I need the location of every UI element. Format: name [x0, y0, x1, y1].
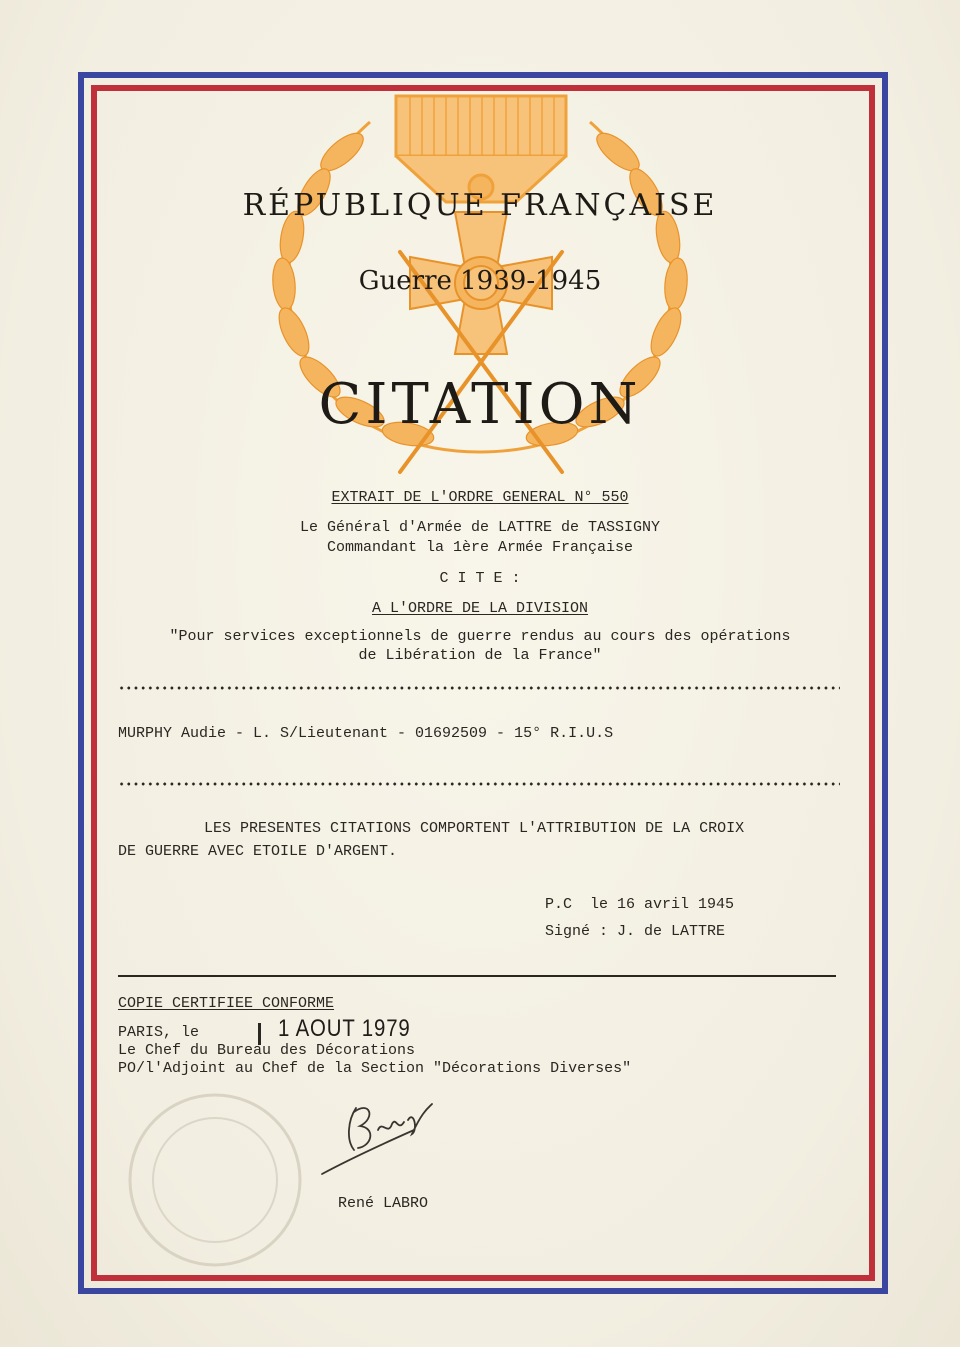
- award-line-1: LES PRESENTES CITATIONS COMPORTENT L'ATTRIBUTION DE LA CROIX: [204, 820, 745, 837]
- order-extract-heading: EXTRAIT DE L'ORDRE GENERAL N° 550: [331, 489, 629, 506]
- dotted-separator: [118, 686, 840, 690]
- handwritten-signature: [318, 1090, 458, 1180]
- deputy-line: PO/l'Adjoint au Chef de la Section "Décorations Diverses": [118, 1060, 632, 1077]
- paris-date-label: PARIS, le: [118, 1024, 200, 1041]
- place-date: P.C le 16 avril 1945: [545, 896, 735, 913]
- general-line-2: Commandant la 1ère Armée Française: [326, 539, 634, 556]
- motive-line-1: "Pour services exceptionnels de guerre rendus au cours des opérations: [169, 628, 791, 645]
- certified-copy-heading: COPIE CERTIFIEE CONFORME: [118, 995, 335, 1012]
- general-line-1: Le Général d'Armée de LATTRE de TASSIGNY: [299, 519, 661, 536]
- recipient-line: MURPHY Audie - L. S/Lieutenant - 01692509 - 15° R.I.U.S: [118, 725, 614, 742]
- award-line-2: DE GUERRE AVEC ETOILE D'ARGENT.: [118, 843, 398, 860]
- signed-line: Signé : J. de LATTRE: [545, 923, 726, 940]
- division-heading: A L'ORDRE DE LA DIVISION: [371, 600, 589, 617]
- bureau-chief-line: Le Chef du Bureau des Décorations: [118, 1042, 416, 1059]
- war-period-heading: Guerre 1939-1945: [358, 266, 602, 296]
- motive-line-2: de Libération de la France": [358, 647, 602, 664]
- republic-heading: RÉPUBLIQUE FRANÇAISE: [242, 188, 718, 223]
- section-rule: [118, 975, 836, 977]
- signatory-name: René LABRO: [338, 1195, 429, 1212]
- faded-seal-stamp: [120, 1085, 310, 1275]
- dotted-separator: [118, 782, 840, 786]
- citation-title: CITATION: [318, 372, 642, 437]
- stamped-date: 1 AOUT 1979: [278, 1015, 411, 1042]
- cite-label: C I T E :: [439, 570, 521, 587]
